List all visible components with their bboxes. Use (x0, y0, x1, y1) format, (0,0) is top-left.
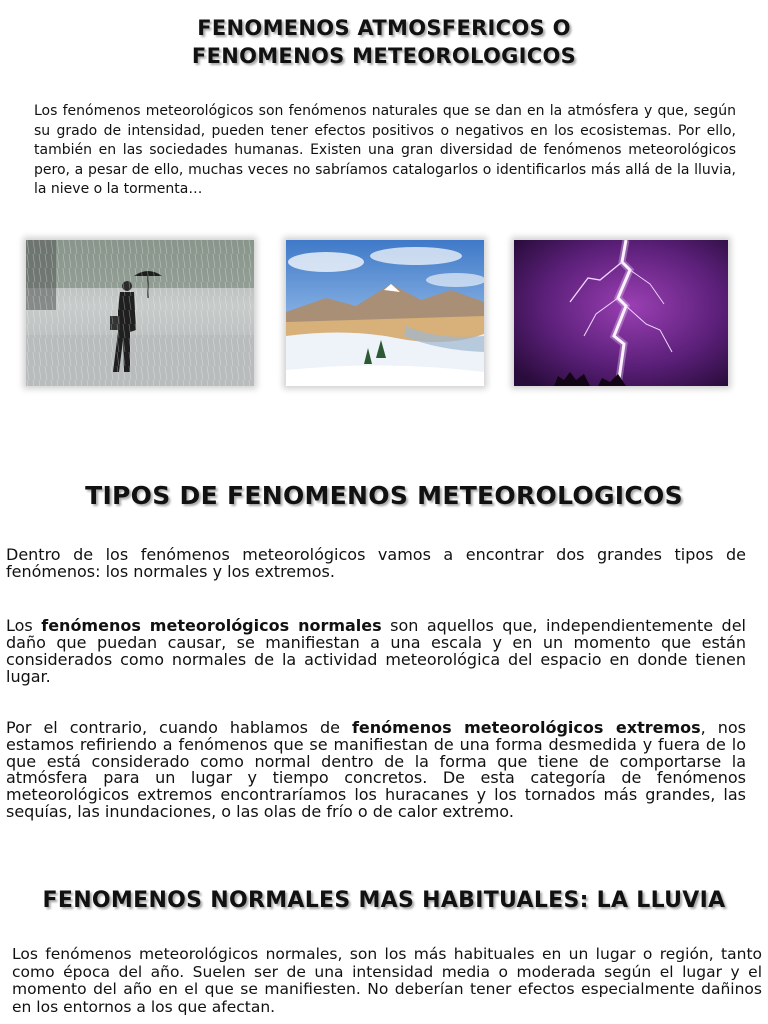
tipos-paragraph-1: Dentro de los fenómenos meteorológicos vamos a encontrar dos grandes tipos de fenómenos: los normales y los extremos. (6, 545, 746, 581)
section-lluvia-title: FENOMENOS NORMALES MAS HABITUALES: LA LLUVIA (42, 888, 726, 913)
rain-photo (26, 240, 254, 386)
tipos-p3-bold: fenómenos meteorológicos extremos (351, 718, 701, 737)
tipos-p2-bold: fenómenos meteorológicos normales (41, 616, 382, 635)
lluvia-paragraph-1: Los fenómenos meteorológicos normales, son los más habituales en un lugar o región, tanto como época del año. Suelen ser de una intensidad media o moderada según el lugar y el momento del año en el que se manifiesten. No deberían tener efectos especialmente dañinos en los entornos a los que afectan. (12, 945, 762, 1016)
section-tipos-title: TIPOS DE FENOMENOS METEOROLOGICOS (85, 481, 683, 510)
lightning-photo (514, 240, 728, 386)
intro-paragraph: Los fenómenos meteorológicos son fenómenos naturales que se dan en la atmósfera y que, según su grado de intensidad, pueden tener efectos positivos o negativos en los ecosistemas. Por ello, también en las sociedades humanas. Existen una gran diversidad de fenómenos meteorológicos pero, a pesar de ello, muchas veces no sabríamos catalogarlos o identificarlos más allá de la lluvia, la nieve o la tormenta… (34, 103, 736, 197)
main-title-line2: FENOMENOS METEOROLOGICOS (191, 44, 577, 68)
tipos-p2-post: son aquellos que, independientemente del daño que puedan causar, se manifiestan a una escala y en un momento que están considerados como normales de la actividad meteorológica del espacio en donde tienen lugar. (6, 616, 747, 686)
snow-landscape-photo (286, 240, 484, 386)
tipos-p2-pre: Los (6, 616, 42, 635)
rain-photo-icon (26, 240, 254, 386)
main-title (0, 14, 768, 70)
tipos-p3-pre: Por el contrario, cuando hablamos de (6, 718, 352, 737)
tipos-p3-post: , nos estamos refiriendo a fenómenos que se manifiestan de una forma desmedida y fuera de lo que está considerado como normal dentro de la forma que tiene de comportarse la atmósfera para un lugar y tiempo concretos. De esta categoría de fenómenos meteorológicos extremos encontraríamos los huracanes y los tornados más grandes, las sequías, las inundaciones, o las olas de frío o de calor extremo. (6, 718, 747, 821)
tipos-paragraph-3 (6, 720, 746, 821)
lightning-icon (514, 240, 728, 386)
snow-landscape-icon (286, 240, 484, 386)
tipos-paragraph-2 (6, 617, 746, 685)
main-title-line1: FENOMENOS ATMOSFERICOS O (197, 16, 571, 40)
